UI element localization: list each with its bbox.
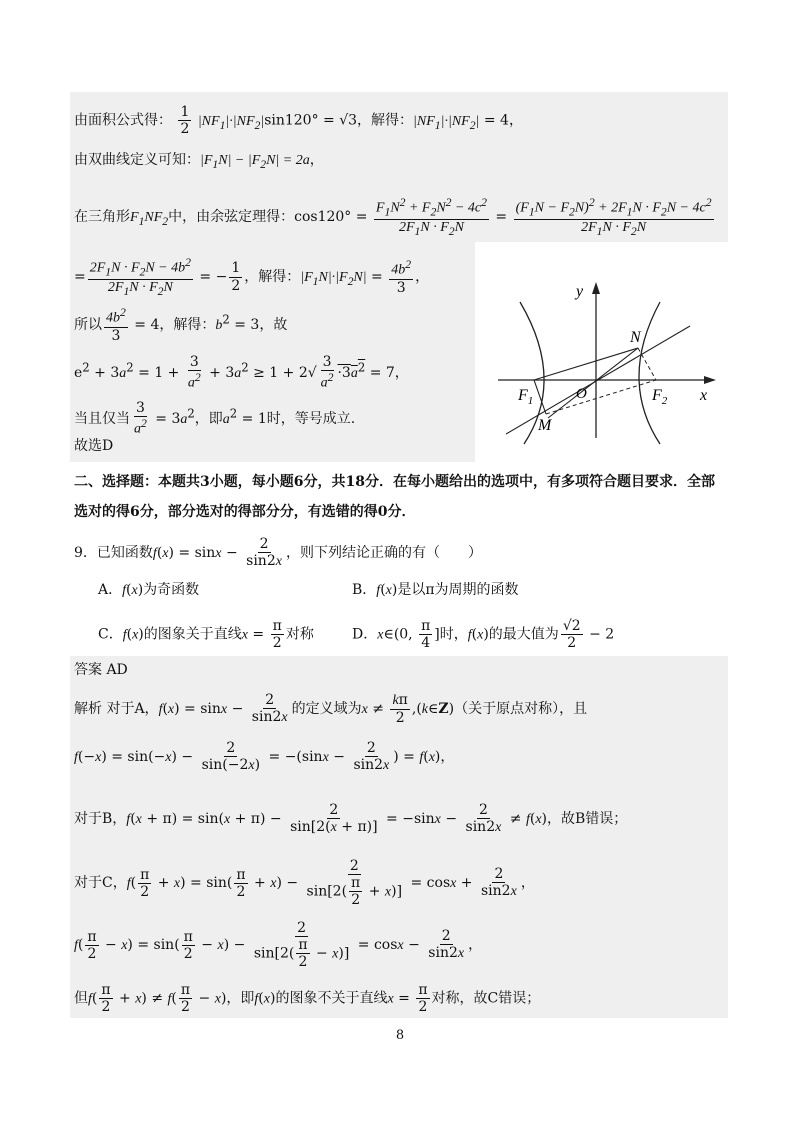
q9-analysis-a: 解析 对于A，f(x) = sinx − $\frac{2}{\sin 2x}$ 的定义域为x ≠ $\frac{k\pi}{2}$ ,(k∈Z)（关于原点对称），且 (74, 692, 588, 727)
n-label: N (630, 329, 641, 346)
answer-d-line: 故选D (74, 438, 114, 454)
hyperbola-figure (478, 244, 728, 458)
q9-odd-check: f(−x) = sin(−x) − $\frac{2}{\sin(-2x)}$ = −(sinx − $\frac{2}{\sin 2x}$ ) = f(x)， (74, 740, 455, 774)
origin-label: O (576, 386, 587, 402)
q9-stem: 9．已知函数f(x) = sinx − $\frac{2}{\sin 2x}$ ，则下列结论正确的有（ ） (74, 536, 482, 570)
solve-b-line: = $\frac{2F_1N \cdot F_2N - 4b^2}{2F_1N \cdot F_2N}$ = − $\frac{1}{2}$ ，解得：$|F_1N|\cdot|F_2N|$ = $\frac{4b^2}{3}$ ， (74, 256, 430, 298)
equality-line: 当且仅当 $\frac{3}{a^2}$ = $3a^2$，即$a^2 = 1$时，等号成立. (74, 400, 356, 437)
y-axis-label: y (576, 283, 584, 300)
area-formula-line: 由面积公式得： $\frac{1}{2}$ $|NF_1|\cdot|NF_2|\sin 120^\circ = √3$，解得：$|NF_1|\cdot|NF_2| = 4$， (74, 104, 523, 138)
segment-f1-n (534, 348, 638, 380)
q9-conclusion-c: 但f( $\frac{\pi}{2}$ + x) ≠ f( $\frac{\pi}{2}$ − x)，即f(x)的图象不关于直线x = $\frac{\pi}{2}$ 对称，故C错误； (74, 982, 541, 1016)
q9-option-c: C．f(x)的图象关于直线x = $\frac{\pi}{2}$ 对称 (98, 618, 314, 652)
q9-analysis-c2: f( $\frac{\pi}{2}$ − x) = sin( $\frac{\pi}{2}$ − x) − 2 sin[2( $\frac{\pi}{2}$ − x)] = cosx − $\frac{2}{\sin 2x}$ ， (74, 920, 483, 971)
q9-option-a: A．f(x)为奇函数 (98, 582, 200, 598)
asymptote-2 (548, 348, 638, 418)
hyperbola-right-branch (639, 302, 660, 444)
q9-answer: 答案 AD (74, 662, 128, 678)
f1-label: $F_1$ (518, 387, 534, 407)
section2-heading-line1: 二、选择题：本题共3小题，每小题6分，共18分．在每小题给出的选项中，有多项符合题目要求．全部 (74, 474, 715, 490)
q9-analysis-b: 对于B，f(x + π) = sin(x + π) − $\frac{2}{\sin[2(x + \pi)]}$ = −sinx − $\frac{2}{\sin 2x}$ ≠ f(x)，故B错误； (74, 802, 628, 836)
b-squared-line: 所以 $\frac{4b^2}{3}$ = 4，解得：$b^2 = 3$，故 (74, 306, 288, 344)
hyperbola-definition-line: 由双曲线定义可知：$|F_1N| - |F_2N| = 2a$， (74, 152, 324, 171)
page-number: 8 (395, 1028, 405, 1043)
section2-heading-line2: 选对的得6分，部分选对的得部分分，有选错的得0分． (74, 504, 416, 520)
x-axis-arrow (704, 376, 716, 384)
m-label: M (538, 417, 552, 434)
q9-analysis-c1: 对于C，f( $\frac{\pi}{2}$ + x) = sin( $\frac{\pi}{2}$ + x) − 2 sin[2( $\frac{\pi}{2}$ + x)] = cosx + $\frac{2}{\sin 2x}$ ， (74, 858, 535, 909)
inequality-line: $e^2 + 3a^2 = 1$ + $\frac{3}{a^2}$ + $3a^2 \ge 1 + 2√$ $\frac{3}{a^2}$ $\cdot 3a^2 = 7$， (74, 354, 409, 391)
q9-option-d: D．x∈(0, $\frac{\pi}{4}$ ]时，f(x)的最大值为 $\frac{√2}{2}$ − 2 (352, 618, 615, 652)
f2-label: $F_2$ (652, 387, 668, 407)
cosine-law-line: 在三角形$F_1NF_2$中，由余弦定理得：cos120° = $\frac{F_1N^2 + F_2N^2 - 4c^2}{2F_1N \cdot F_2N}$ = $\frac{(F_1N - F_2N)^2 + 2F_1N \cdot F_2N - 4c^2}{2F_1N \cdot F_2N}$ (74, 196, 712, 238)
x-axis-label: x (700, 387, 708, 404)
q9-option-b: B．f(x)是以π为周期的函数 (352, 582, 519, 598)
y-axis-arrow (592, 282, 600, 294)
